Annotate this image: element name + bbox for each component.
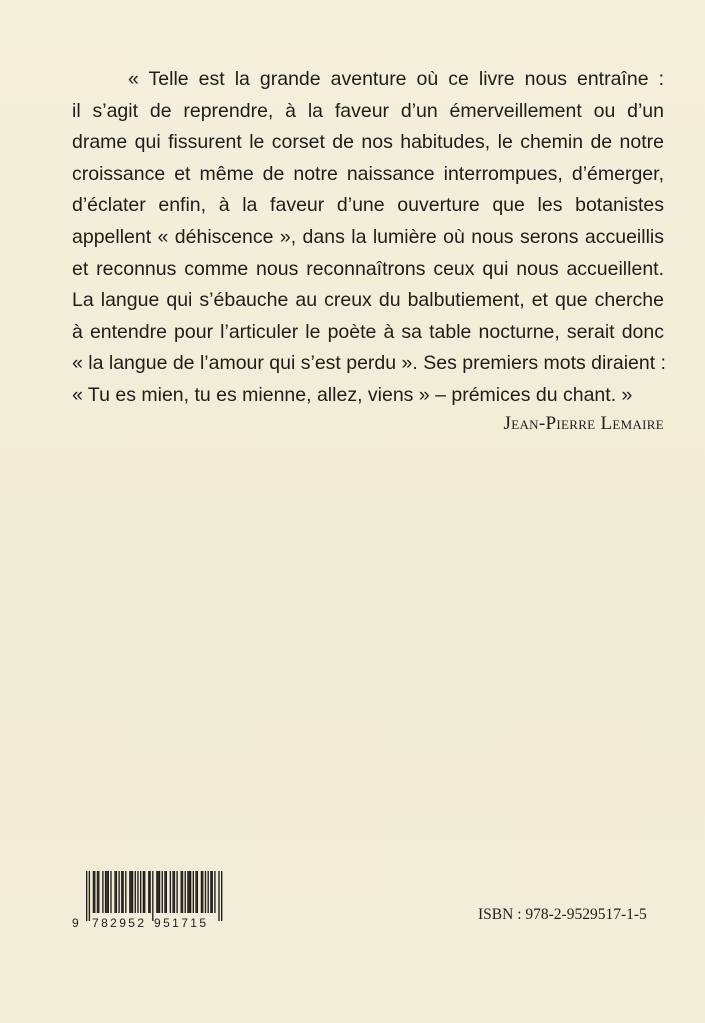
barcode-bar bbox=[214, 871, 215, 913]
barcode-bar bbox=[125, 871, 126, 913]
barcode-bar bbox=[218, 871, 219, 921]
barcode-bar bbox=[162, 871, 163, 913]
barcode-bar bbox=[185, 871, 186, 913]
barcode-bar bbox=[187, 871, 188, 913]
barcode-bar bbox=[97, 871, 98, 913]
barcode-bar bbox=[221, 871, 222, 921]
barcode-bar bbox=[158, 871, 159, 913]
barcode-bar bbox=[137, 871, 138, 913]
quote-line: « Telle est la grande aventure où ce livre nous entraîne : bbox=[128, 68, 664, 90]
barcode-bar bbox=[170, 871, 171, 913]
barcode-bar bbox=[176, 871, 177, 913]
barcode-bar bbox=[208, 871, 209, 913]
barcode-bars bbox=[86, 871, 222, 921]
quote-line: il s’agit de reprendre, à la faveur d’un émerveillement ou d’un bbox=[72, 99, 664, 122]
barcode-bar bbox=[197, 871, 198, 913]
isbn: ISBN : 978-2-9529517-1-5 bbox=[478, 906, 647, 923]
barcode-bar bbox=[156, 871, 157, 913]
quote-line: d’éclater enfin, à la faveur d’une ouverture que les botanistes bbox=[72, 194, 664, 217]
barcode bbox=[72, 869, 224, 929]
barcode-bar bbox=[182, 871, 183, 913]
barcode-bar bbox=[144, 871, 145, 913]
barcode-bar bbox=[129, 871, 130, 913]
quote-line: drame qui fissurent le corset de nos habitudes, le chemin de notre bbox=[72, 131, 664, 154]
barcode-bar bbox=[205, 871, 206, 913]
barcode-bar bbox=[210, 871, 211, 913]
barcode-bar bbox=[166, 871, 167, 913]
quote-line: croissance et même de notre naissance interrompues, d’émerger, bbox=[72, 162, 664, 185]
barcode-bar bbox=[149, 871, 150, 913]
barcode-bar bbox=[106, 871, 107, 913]
author-name: Jean-Pierre Lemaire bbox=[503, 413, 664, 434]
barcode-bar bbox=[148, 871, 149, 913]
barcode-bar bbox=[174, 871, 175, 913]
quote-line: La langue qui s’ébauche au creux du balbutiement, et que cherche bbox=[72, 289, 664, 312]
barcode-right-group: 951715 bbox=[154, 916, 206, 929]
barcode-bar bbox=[212, 871, 213, 913]
barcode-bar bbox=[190, 871, 191, 913]
quote-block bbox=[72, 64, 664, 412]
barcode-bar bbox=[193, 871, 194, 913]
barcode-bar bbox=[93, 871, 94, 913]
barcode-bar bbox=[181, 871, 182, 913]
quote-line: à entendre pour l’articuler le poète à sa table nocturne, serait donc bbox=[72, 320, 664, 343]
barcode-bar bbox=[140, 871, 141, 913]
barcode-bar bbox=[102, 871, 103, 913]
barcode-bar bbox=[118, 871, 119, 913]
quote-line: « Tu es mien, tu es mienne, allez, viens » – prémices du chant. » bbox=[72, 383, 633, 406]
barcode-first-digit: 9 bbox=[72, 916, 79, 929]
barcode-left-group: 782952 bbox=[92, 916, 144, 929]
barcode-bar bbox=[201, 871, 202, 913]
barcode-bar bbox=[143, 871, 144, 913]
barcode-bar bbox=[114, 871, 115, 913]
quote-line: appellent « déhiscence », dans la lumière où nous serons accueillis bbox=[72, 225, 664, 248]
barcode-bar bbox=[195, 871, 196, 913]
barcode-bar bbox=[98, 871, 99, 913]
barcode-bar bbox=[172, 871, 173, 913]
barcode-bar bbox=[164, 871, 165, 913]
barcode-bar bbox=[202, 871, 203, 913]
barcode-bar bbox=[94, 871, 95, 913]
barcode-bar bbox=[89, 871, 90, 921]
barcode-bar bbox=[116, 871, 117, 913]
barcode-bar bbox=[110, 871, 111, 913]
barcode-bar bbox=[135, 871, 136, 913]
barcode-bar bbox=[108, 871, 109, 913]
barcode-bar bbox=[132, 871, 133, 913]
barcode-bar bbox=[159, 871, 160, 913]
barcode-bar bbox=[122, 871, 123, 913]
barcode-bar bbox=[131, 871, 132, 913]
barcode-bar bbox=[152, 871, 153, 921]
barcode-graphic bbox=[72, 869, 224, 929]
barcode-bar bbox=[86, 871, 87, 921]
quote-line: et reconnus comme nous reconnaîtrons ceux qui nous accueillent. bbox=[72, 257, 664, 280]
barcode-bar bbox=[121, 871, 122, 913]
quote-line: « la langue de l’amour qui s’est perdu ». Ses premiers mots diraient : bbox=[72, 352, 666, 375]
barcode-bar bbox=[105, 871, 106, 913]
barcode-bar bbox=[189, 871, 190, 913]
